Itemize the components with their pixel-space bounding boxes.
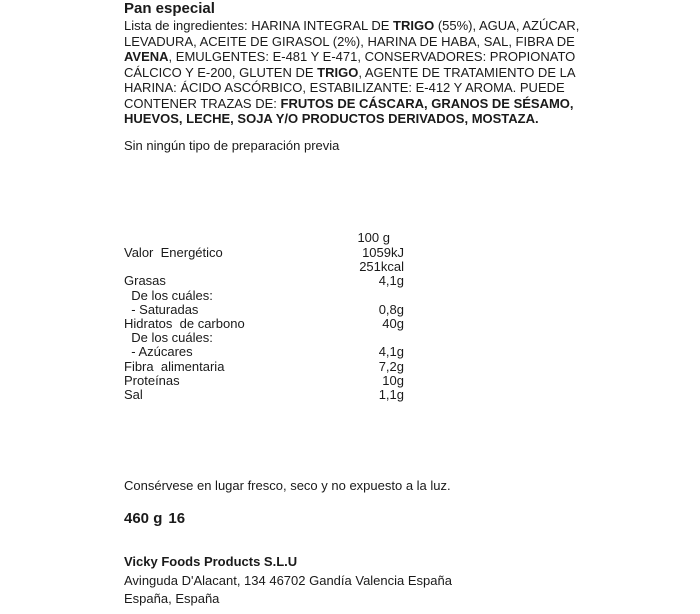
ingredient-text: (55%), AGUA, AZÚCAR, LEVADURA, ACEITE DE GIRASOL (2%), HARINA DE HABA, SAL, FIBRA DE — [124, 18, 580, 49]
ingredient-allergen: FRUTOS DE CÁSCARA, GRANOS DE SÉSAMO, HUEVOS, LECHE, SOJA Y/O PRODUCTOS DERIVADOS, MOSTAZA. — [124, 95, 574, 126]
nutrition-header: 100 g — [357, 230, 390, 245]
preparation-note: Sin ningún tipo de preparación previa — [124, 138, 340, 153]
nutrient-label: De los cuáles: — [124, 287, 213, 303]
company-info — [124, 553, 452, 609]
nutrition-row — [124, 288, 404, 303]
nutrition-row — [124, 387, 404, 402]
unit-count: 16 — [168, 510, 186, 527]
nutrient-value: 40g — [382, 316, 404, 331]
ingredient-allergen: TRIGO — [393, 18, 435, 33]
nutrient-label: Grasas — [124, 273, 166, 289]
ingredient-text: , AGENTE DE TRATAMIENTO DE LA HARINA: ÁCIDO ASCÓRBICO, ESTABILIZANTE: E-412 Y AROMA. PUEDE CONTENER TRAZAS DE: — [124, 64, 575, 111]
nutrition-row — [124, 330, 404, 345]
nutrition-row — [124, 259, 404, 274]
nutrition-row — [124, 359, 404, 374]
nutrient-label: Valor Energético — [124, 245, 223, 260]
nutrient-value: 1,1g — [378, 387, 404, 402]
nutrition-row — [124, 373, 404, 388]
nutrient-label: Hidratos de carbono — [124, 316, 245, 331]
nutrient-label: Proteínas — [124, 372, 180, 388]
nutrient-value: 4,1g — [378, 273, 404, 289]
product-title: Pan especial — [124, 0, 215, 17]
nutrition-row — [124, 302, 404, 317]
nutrient-value: 251kcal — [359, 259, 404, 275]
ingredient-allergen: AVENA — [124, 49, 169, 64]
ingredients-list — [124, 18, 580, 127]
nutrient-value: 1059kJ — [362, 245, 404, 260]
nutrition-row — [124, 245, 404, 260]
storage-instructions: Consérvese en lugar fresco, seco y no expuesto a la luz. — [124, 478, 451, 493]
nutrient-label: Fibra alimentaria — [124, 358, 225, 374]
nutrient-label: - Azúcares — [124, 344, 193, 360]
ingredient-text: Lista de ingredientes: HARINA INTEGRAL DE — [124, 18, 394, 33]
nutrient-value: 0,8g — [378, 301, 404, 317]
nutrient-value: 4,1g — [378, 344, 404, 360]
nutrient-value: 10g — [382, 372, 404, 388]
company-name: Vicky Foods Products S.L.U — [124, 554, 298, 569]
package-info — [124, 510, 185, 528]
nutrition-row — [124, 344, 404, 359]
nutrition-header-row — [124, 230, 404, 245]
nutrient-label: - Saturadas — [124, 301, 199, 317]
nutrient-value: 7,2g — [378, 358, 404, 374]
nutrient-label: Sal — [124, 387, 143, 402]
ingredient-allergen: TRIGO — [317, 64, 359, 80]
company-country: España, España — [124, 591, 220, 606]
company-address: Avinguda D'Alacant, 134 46702 Gandía Valencia España — [124, 572, 452, 588]
ingredient-text: , EMULGENTES: E-481 Y E-471, CONSERVADORES: PROPIONATO CÁLCICO Y E-200, GLUTEN DE — [124, 49, 576, 80]
nutrient-label: De los cuáles: — [124, 330, 213, 346]
net-weight: 460 g — [124, 510, 163, 527]
nutrition-row — [124, 273, 404, 288]
nutrition-row — [124, 316, 404, 331]
